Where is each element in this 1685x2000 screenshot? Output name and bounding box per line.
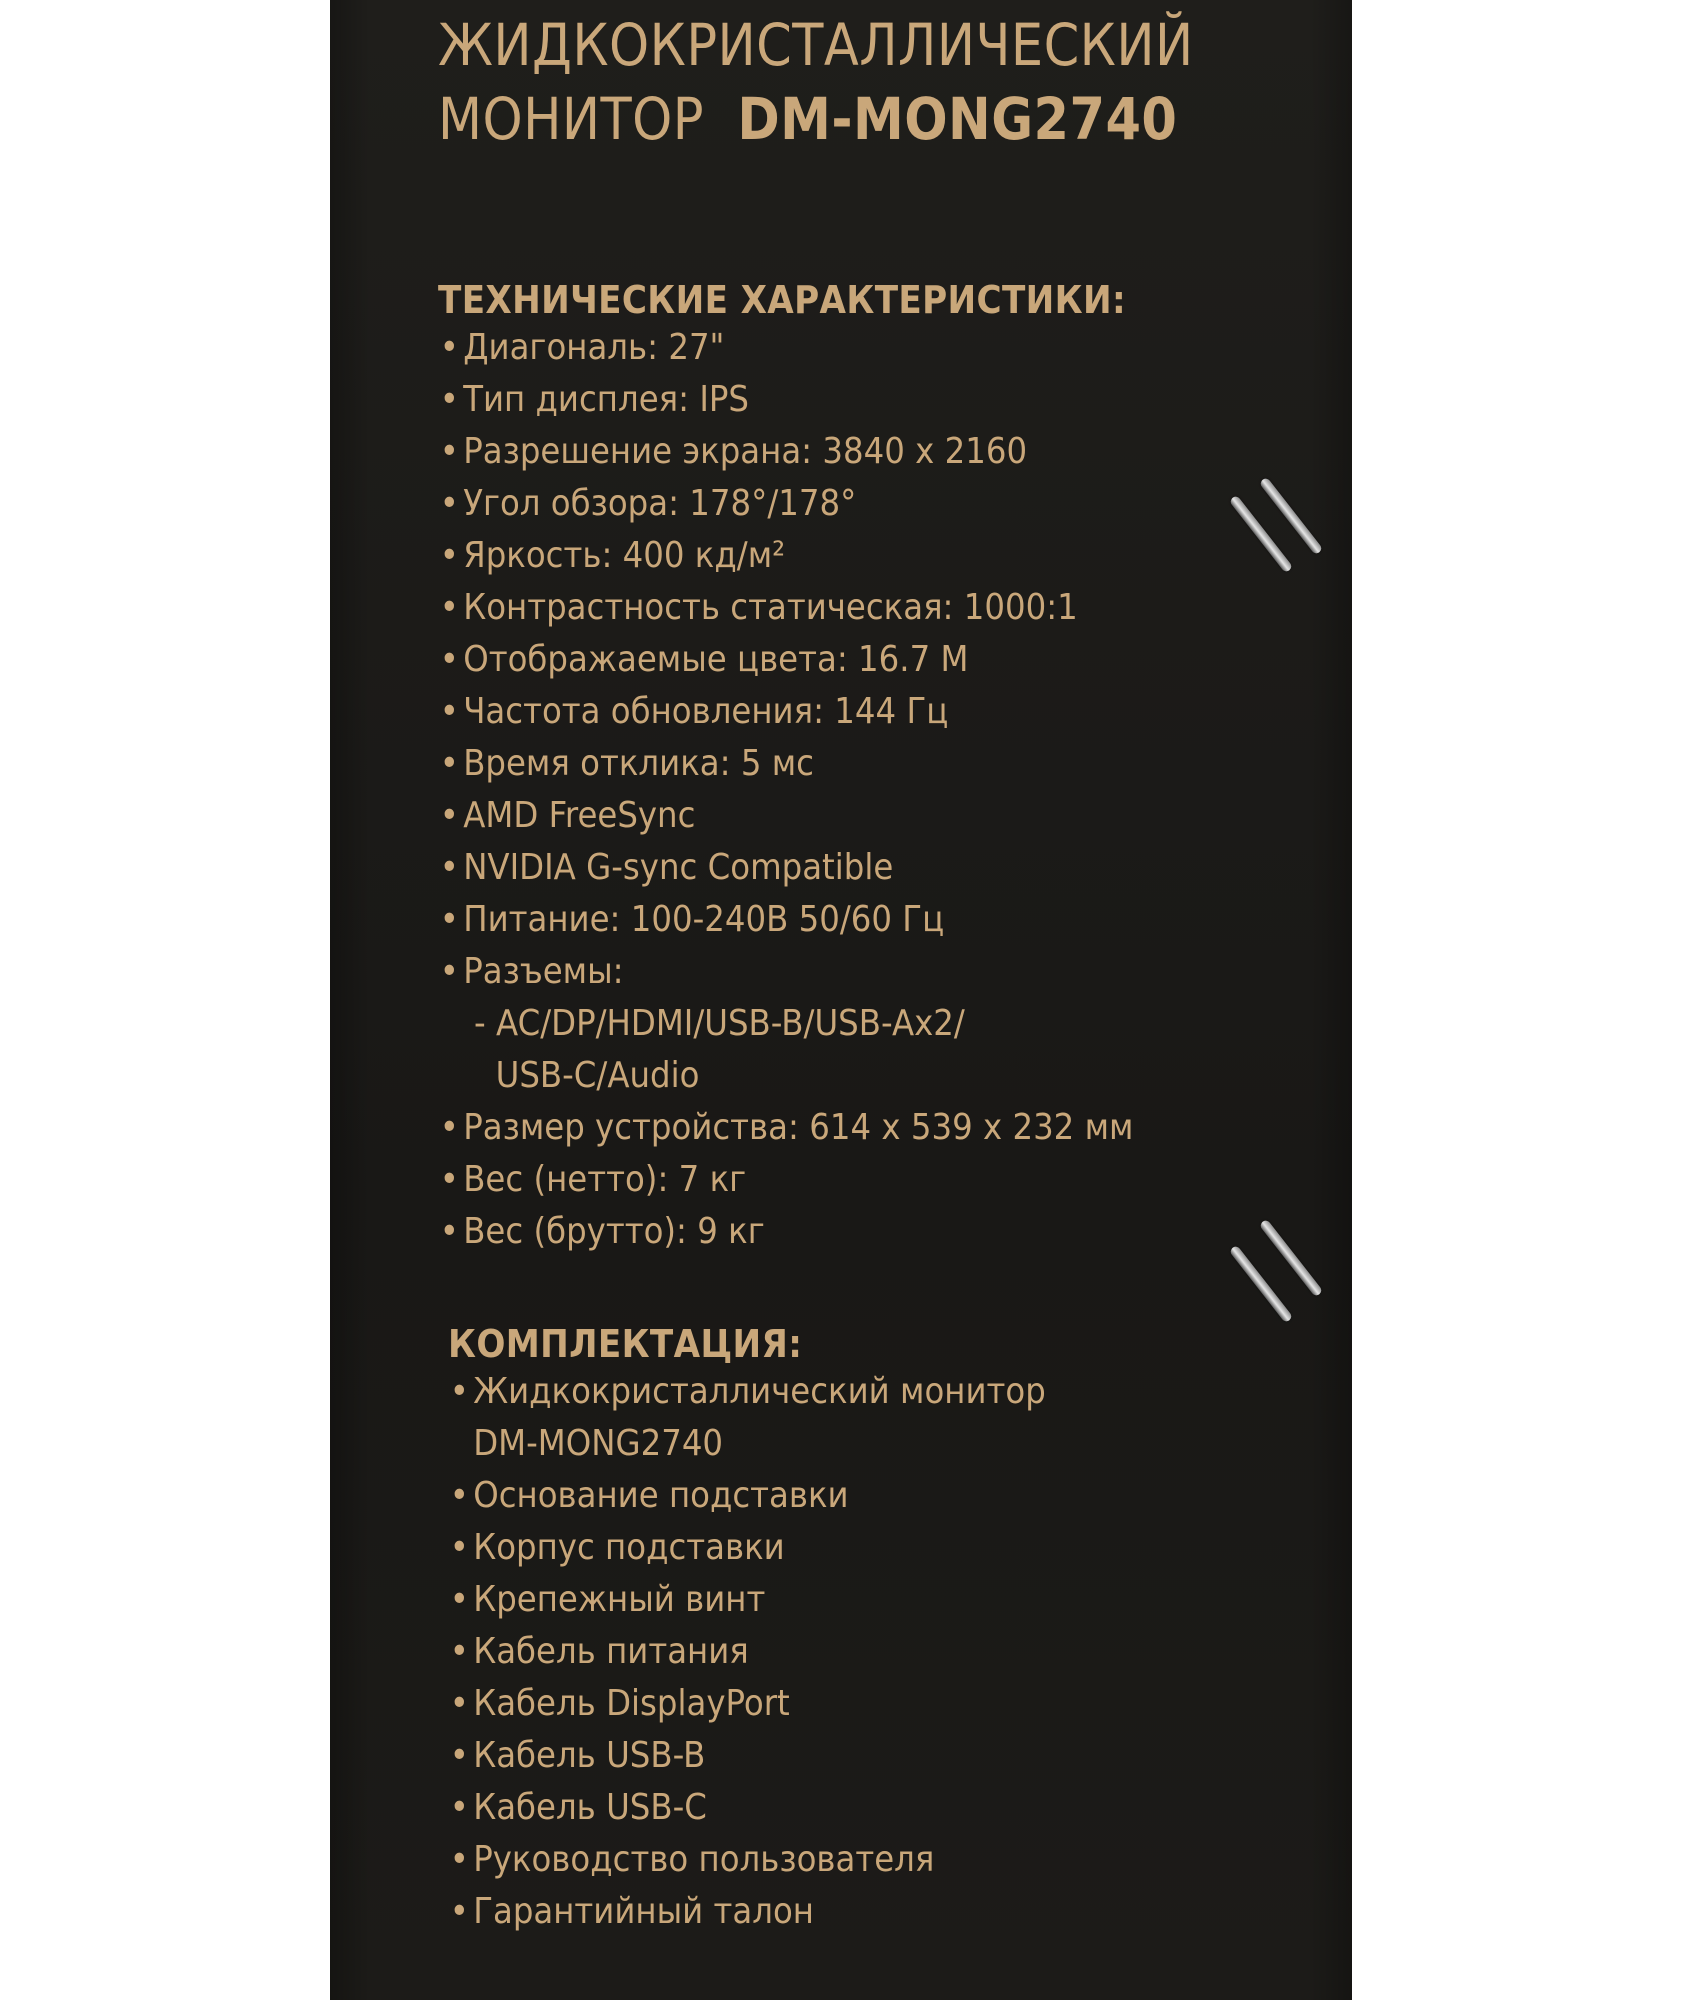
kit-power-cable: Кабель питания [473, 1631, 749, 1672]
kit-item [448, 1782, 1046, 1834]
spec-colors: Отображаемые цвета: 16.7 M [463, 639, 969, 680]
kit-displayport-cable: Кабель DisplayPort [473, 1683, 790, 1724]
spec-item [438, 1206, 1133, 1258]
spec-item [438, 426, 1133, 478]
kit-item [448, 1574, 1046, 1626]
spec-item [438, 946, 1133, 1102]
kit-monitor-line-2: DM-MONG2740 [473, 1423, 724, 1464]
spec-display-type: Тип дисплея: IPS [463, 379, 750, 420]
kit-section [448, 1322, 1046, 1938]
spec-freesync: AMD FreeSync [463, 795, 696, 836]
kit-item [448, 1678, 1046, 1730]
kit-stand-base: Основание подставки [473, 1475, 849, 1516]
kit-item [448, 1886, 1046, 1938]
spec-gross-weight: Вес (брутто): 9 кг [463, 1211, 765, 1252]
spec-net-weight: Вес (нетто): 7 кг [463, 1159, 747, 1200]
kit-stand-body: Корпус подставки [473, 1527, 785, 1568]
kit-item [448, 1730, 1046, 1782]
spec-item [438, 842, 1133, 894]
specs-heading: ТЕХНИЧЕСКИЕ ХАРАКТЕРИСТИКИ: [438, 278, 1126, 322]
spec-item [438, 478, 1133, 530]
spec-brightness: Яркость: 400 кд/м² [463, 535, 786, 576]
kit-manual: Руководство пользователя [473, 1839, 935, 1880]
kit-warranty: Гарантийный талон [473, 1891, 814, 1932]
spec-gsync: NVIDIA G-sync Compatible [463, 847, 894, 888]
title-line-1: ЖИДКОКРИСТАЛЛИЧЕСКИЙ [438, 11, 1194, 79]
kit-item [448, 1366, 1046, 1470]
spec-connectors-line-1: - AC/DP/HDMI/USB-B/USB-Ax2/ [474, 1003, 965, 1044]
spec-item [438, 322, 1133, 374]
kit-monitor-line-1: • Жидкокристаллический монитор [473, 1371, 1046, 1412]
spec-response-time: Время отклика: 5 мс [463, 743, 815, 784]
spec-resolution: Разрешение экрана: 3840 x 2160 [463, 431, 1028, 472]
kit-usb-c-cable: Кабель USB-C [473, 1787, 707, 1828]
kit-item [448, 1626, 1046, 1678]
spec-item [438, 790, 1133, 842]
spec-connectors: Разъемы: [463, 951, 624, 992]
product-title [438, 8, 1194, 156]
spec-item [438, 894, 1133, 946]
spec-item [438, 738, 1133, 790]
spec-item [438, 634, 1133, 686]
kit-item [448, 1522, 1046, 1574]
spec-item [438, 1102, 1133, 1154]
specs-list [438, 322, 1133, 1258]
spec-diagonal: Диагональ: 27" [463, 327, 725, 368]
kit-item [448, 1470, 1046, 1522]
spec-item [438, 1154, 1133, 1206]
kit-heading: КОМПЛЕКТАЦИЯ: [448, 1322, 803, 1366]
spec-item [438, 530, 1133, 582]
kit-list [448, 1366, 1046, 1938]
spec-connectors-line-2: USB-C/Audio [495, 1055, 700, 1096]
spec-refresh-rate: Частота обновления: 144 Гц [463, 691, 949, 732]
kit-item [448, 1834, 1046, 1886]
spec-viewing-angle: Угол обзора: 178°/178° [463, 483, 857, 524]
spec-item [438, 582, 1133, 634]
specs-section [438, 278, 1133, 1258]
kit-screw: Крепежный винт [473, 1579, 766, 1620]
title-model: DM-MONG2740 [737, 85, 1178, 153]
product-box-panel [330, 0, 1352, 2000]
spec-contrast: Контрастность статическая: 1000:1 [463, 587, 1078, 628]
spec-dimensions: Размер устройства: 614 x 539 x 232 мм [463, 1107, 1134, 1148]
spec-power: Питание: 100-240В 50/60 Гц [463, 899, 945, 940]
title-line-2-prefix: МОНИТОР [438, 85, 704, 153]
kit-usb-b-cable: Кабель USB-B [473, 1735, 706, 1776]
spec-item [438, 686, 1133, 738]
spec-item [438, 374, 1133, 426]
